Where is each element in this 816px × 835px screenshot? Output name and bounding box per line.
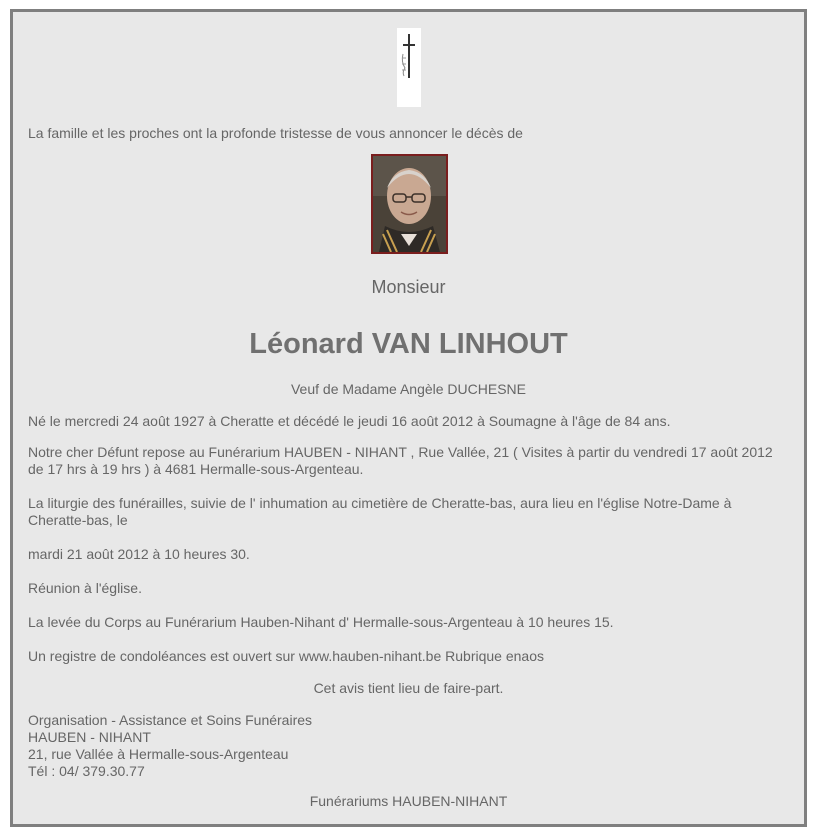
organization-line: Organisation - Assistance et Soins Funéraires xyxy=(28,712,313,728)
title-prefix: Monsieur xyxy=(371,277,446,297)
organization-phone: Tél : 04/ 379.30.77 xyxy=(28,763,145,779)
intro-text: La famille et les proches ont la profonde tristesse de vous annoncer le décès de xyxy=(28,125,523,141)
organization-block xyxy=(28,712,773,780)
cross-icon xyxy=(397,28,421,107)
organization-name: HAUBEN - NIHANT xyxy=(28,729,151,745)
body-departure-paragraph: La levée du Corps au Funérarium Hauben-Nihant d' Hermalle-sous-Argenteau à 10 heures 15. xyxy=(28,614,614,630)
meeting-paragraph: Réunion à l'église. xyxy=(28,580,142,596)
condolences-paragraph: Un registre de condoléances est ouvert sur www.hauben-nihant.be Rubrique enaos xyxy=(28,648,544,664)
footer-signature: Funérariums HAUBEN-NIHANT xyxy=(309,793,508,809)
birth-death-paragraph: Né le mercredi 24 août 1927 à Cheratte et décédé le jeudi 16 août 2012 à Soumagne à l'âge de 84 ans. xyxy=(28,413,671,429)
liturgy-paragraph: La liturgie des funérailles, suivie de l' inhumation au cimetière de Cheratte-bas, aura lieu en l'église Notre-Dame à Cheratte-bas, le xyxy=(28,495,732,528)
organization-address: 21, rue Vallée à Hermalle-sous-Argenteau xyxy=(28,746,289,762)
deceased-name: Léonard VAN LINHOUT xyxy=(249,328,568,360)
death-notice-card xyxy=(10,9,807,827)
spouse-line: Veuf de Madame Angèle DUCHESNE xyxy=(290,381,526,397)
ceremony-date: mardi 21 août 2012 à 10 heures 30. xyxy=(28,546,250,562)
repose-paragraph: Notre cher Défunt repose au Funérarium HAUBEN - NIHANT , Rue Vallée, 21 ( Visites à partir du vendredi 17 août 2012 de 17 hrs à 19 hrs ) à 4681 Hermalle-sous-Argenteau. xyxy=(28,444,773,477)
announcement-line: Cet avis tient lieu de faire-part. xyxy=(313,680,504,696)
portrait-photo xyxy=(371,154,448,254)
